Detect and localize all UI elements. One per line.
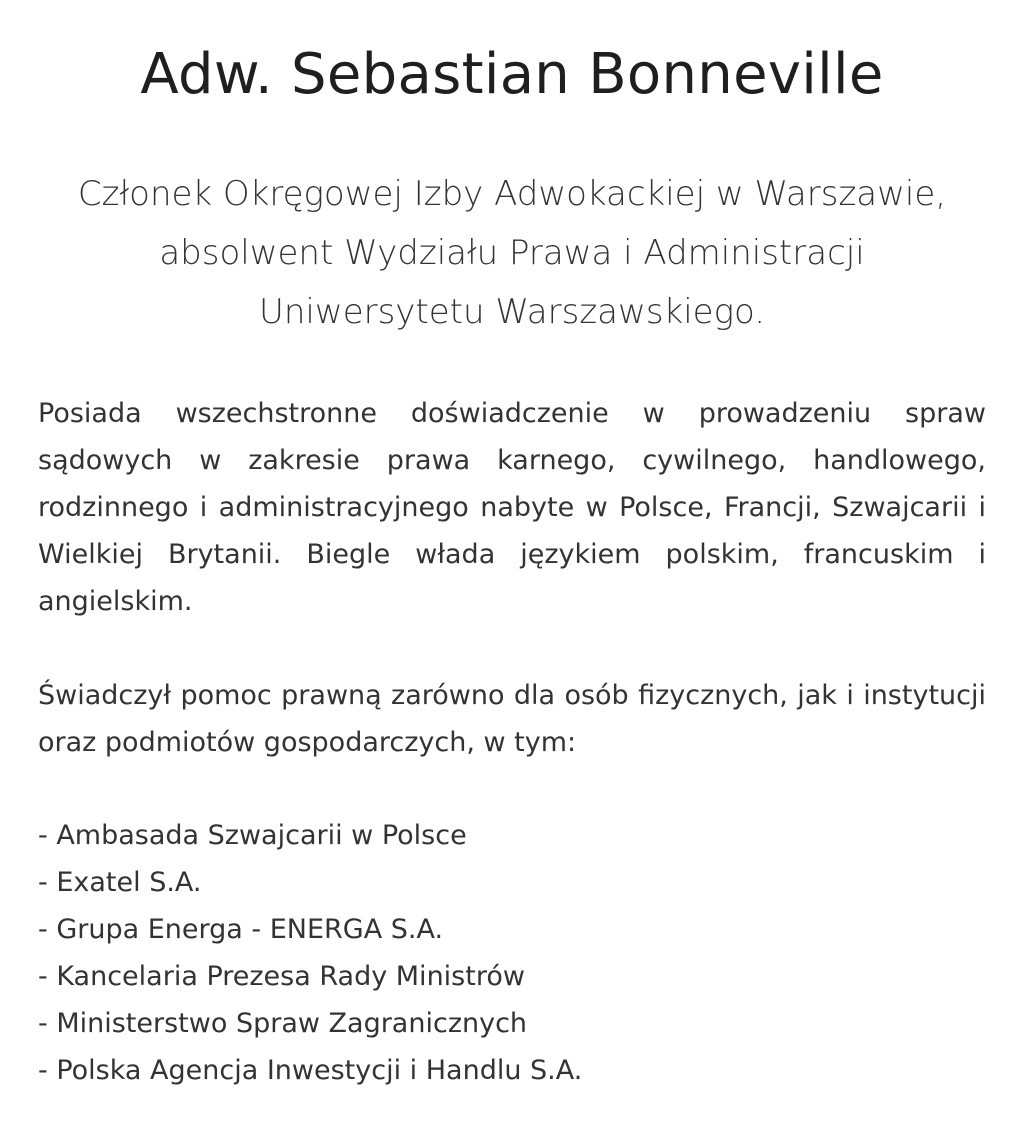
lawyer-name: Adw. Sebastian Bonneville	[140, 42, 884, 107]
list-item	[38, 906, 986, 953]
client-name: Ambasada Szwajcarii w Polsce	[56, 820, 467, 851]
list-item	[38, 1047, 986, 1094]
client-name: Ministerstwo Spraw Zagranicznych	[56, 1008, 528, 1039]
client-name: Kancelaria Prezesa Rady Ministrów	[56, 961, 525, 992]
list-bullet: -	[38, 1055, 57, 1086]
client-name: Polska Agencja Inwestycji i Handlu S.A.	[56, 1055, 583, 1086]
list-item	[38, 1000, 986, 1047]
list-item	[38, 859, 986, 906]
list-item	[38, 812, 986, 859]
clients-intro-paragraph: Świadczył pomoc prawną zarówno dla osób fizycznych, jak i instytucji oraz podmiotów gospodarczych, w tym:	[38, 680, 986, 758]
client-name: Grupa Energa - ENERGA S.A.	[56, 914, 444, 945]
list-item	[38, 953, 986, 1000]
list-bullet: -	[38, 914, 57, 945]
list-bullet: -	[38, 1008, 57, 1039]
bar-membership-subtitle: Członek Okręgowej Izby Adwokackiej w Warszawie, absolwent Wydziału Prawa i Administracji Uniwersytetu Warszawskiego.	[77, 174, 947, 332]
list-bullet: -	[38, 961, 57, 992]
clients-list	[38, 812, 986, 1094]
client-name: Exatel S.A.	[56, 867, 202, 898]
experience-paragraph: Posiada wszechstronne doświadczenie w prowadzeniu spraw sądowych w zakresie prawa karnego, cywilnego, handlowego, rodzinnego i administracyjnego nabyte w Polsce, Francji, Szwajcarii i Wielkiej Brytanii. Biegle włada językiem polskim, francuskim i angielskim.	[38, 398, 986, 617]
list-bullet: -	[38, 867, 57, 898]
list-bullet: -	[38, 820, 57, 851]
